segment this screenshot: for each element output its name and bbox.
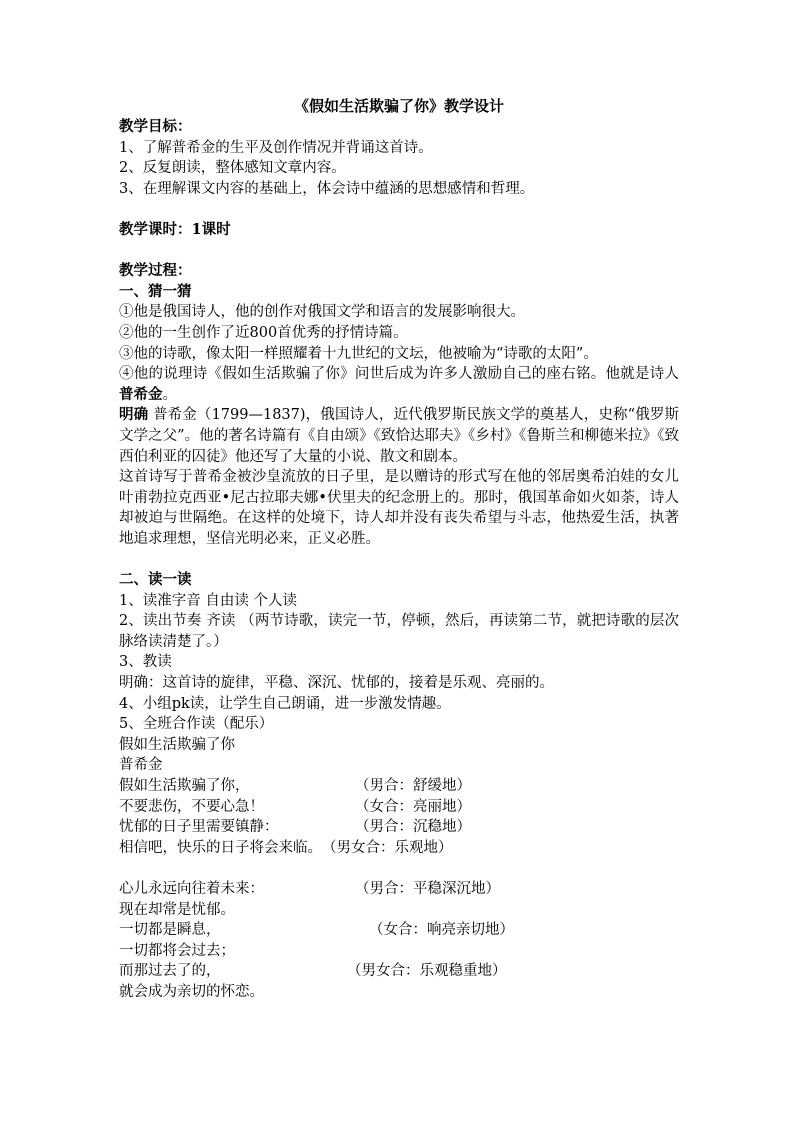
poem-title: 假如生活欺骗了你	[119, 736, 235, 753]
poem-line	[119, 776, 679, 797]
poem-line	[119, 797, 679, 818]
poem-line	[119, 982, 679, 1003]
poem-line	[119, 879, 679, 900]
poem-line-text: 假如生活欺骗了你，	[119, 778, 250, 794]
poem-line-text: 相信吧，快乐的日子将会来临。	[119, 839, 322, 856]
goals-heading: 教学目标：	[119, 118, 192, 135]
spacer	[119, 199, 679, 220]
read-step: 4、小组pk读，让学生自己朗诵，进一步激发情趣。	[119, 695, 451, 712]
spacer	[119, 241, 679, 262]
read-heading: 二、读一读	[119, 571, 192, 589]
clue4-end: 。	[162, 386, 177, 403]
reading-note: （女合：亮丽地）	[355, 798, 471, 815]
goal-item: 3、在理解课文内容的基础上，体会诗中蕴涵的思想感情和哲理。	[119, 180, 535, 197]
poem-line	[119, 817, 679, 838]
poem-line-text: 一切都是瞬息，	[119, 922, 221, 939]
spacer	[119, 858, 679, 879]
goal-item: 1、了解普希金的生平及创作情况并背诵这首诗。	[119, 139, 433, 156]
poem-line-text: 就会成为亲切的怀恋。	[119, 983, 264, 1000]
goal-item: 2、反复朗读，整体感知文章内容。	[119, 160, 346, 177]
poem-author: 普希金	[119, 757, 163, 774]
poem-line-text: 现在却常是忧郁。	[119, 901, 235, 918]
poem-line-text: 忧郁的日子里需要镇静：	[119, 819, 279, 836]
poem-line	[119, 900, 679, 921]
poem-line-text: 心儿永远向往着未来：	[119, 880, 264, 897]
class-hours: 教学课时：1课时	[119, 220, 231, 238]
read-step-note: 明确：这首诗的旋律，平稳、深沉、忧郁的，接着是乐观、亮丽的。	[119, 675, 554, 692]
poem-line	[119, 838, 679, 859]
clarify-paragraph	[119, 405, 679, 467]
poem-line-text: 不要悲伤，不要心急！	[119, 798, 264, 815]
clue-item-4	[119, 364, 679, 405]
guess-heading: 一、猜一猜	[119, 282, 192, 300]
background-paragraph: 这首诗写于普希金被沙皇流放的日子里，是以赠诗的形式写在他的邻居奥希泊娃的女儿叶甫勃拉克西亚•尼古拉耶夫娜•伏里夫的纪念册上的。那时，俄国革命如火如荼，诗人却被迫与世隔绝。在这样的处境下，诗人却并没有丧失希望与斗志，他热爱生活，执著地追求理想，坚信光明必来，正义必胜。	[119, 469, 679, 547]
read-step: 5、全班合作读（配乐）	[119, 716, 274, 733]
poet-name: 普希金	[119, 385, 163, 403]
document-page	[119, 96, 679, 1003]
reading-note: （男合：沉稳地）	[355, 819, 471, 836]
clue-item: ①他是俄国诗人，他的创作对俄国文学和语言的发展影响很大。	[119, 304, 525, 321]
reading-note: （女合：响亮亲切地）	[369, 922, 514, 939]
process-heading: 教学过程：	[119, 262, 192, 280]
poem-line	[119, 920, 679, 941]
clue-item: ②他的一生创作了近800首优秀的抒情诗篇。	[119, 324, 408, 341]
reading-note: （男女合：乐观地）	[322, 839, 453, 856]
clue-item: ③他的诗歌，像太阳一样照耀着十九世纪的文坛，他被喻为“诗歌的太阳”。	[119, 345, 598, 362]
poem-line	[119, 961, 679, 982]
document-title: 《假如生活欺骗了你》教学设计	[293, 97, 504, 115]
reading-note: （男女合：乐观稳重地）	[347, 963, 507, 980]
reading-note: （男合：舒缓地）	[355, 778, 471, 794]
read-step: 1、读准字音 自由读 个人读	[119, 592, 297, 609]
clarify-text: 普希金（1799—1837)，俄国诗人，近代俄罗斯民族文学的奠基人，史称“俄罗斯文学之父”。他的著名诗篇有《自由颂》《致恰达耶夫》《乡村》《鲁斯兰和柳德米拉》《致西伯利亚的囚徒》他还写了大量的小说、散文和剧本。	[119, 407, 680, 465]
spacer	[119, 549, 679, 570]
clue4-text: ④他的说理诗《假如生活欺骗了你》问世后成为许多人激励自己的座右铭。他就是诗人	[119, 366, 679, 383]
poem-line	[119, 941, 679, 962]
reading-note: （男合：平稳深沉地）	[355, 880, 500, 897]
poem-line-text: 一切都将会过去；	[119, 942, 235, 959]
read-step: 2、读出节奏 齐读 （两节诗歌，读完一节，停顿，然后，再读第二节，就把诗歌的层次脉络读清楚了。）	[119, 613, 679, 650]
read-step: 3、教读	[119, 654, 172, 671]
clarify-label: 明确	[119, 406, 149, 424]
poem-line-text: 而那过去了的，	[119, 963, 221, 980]
